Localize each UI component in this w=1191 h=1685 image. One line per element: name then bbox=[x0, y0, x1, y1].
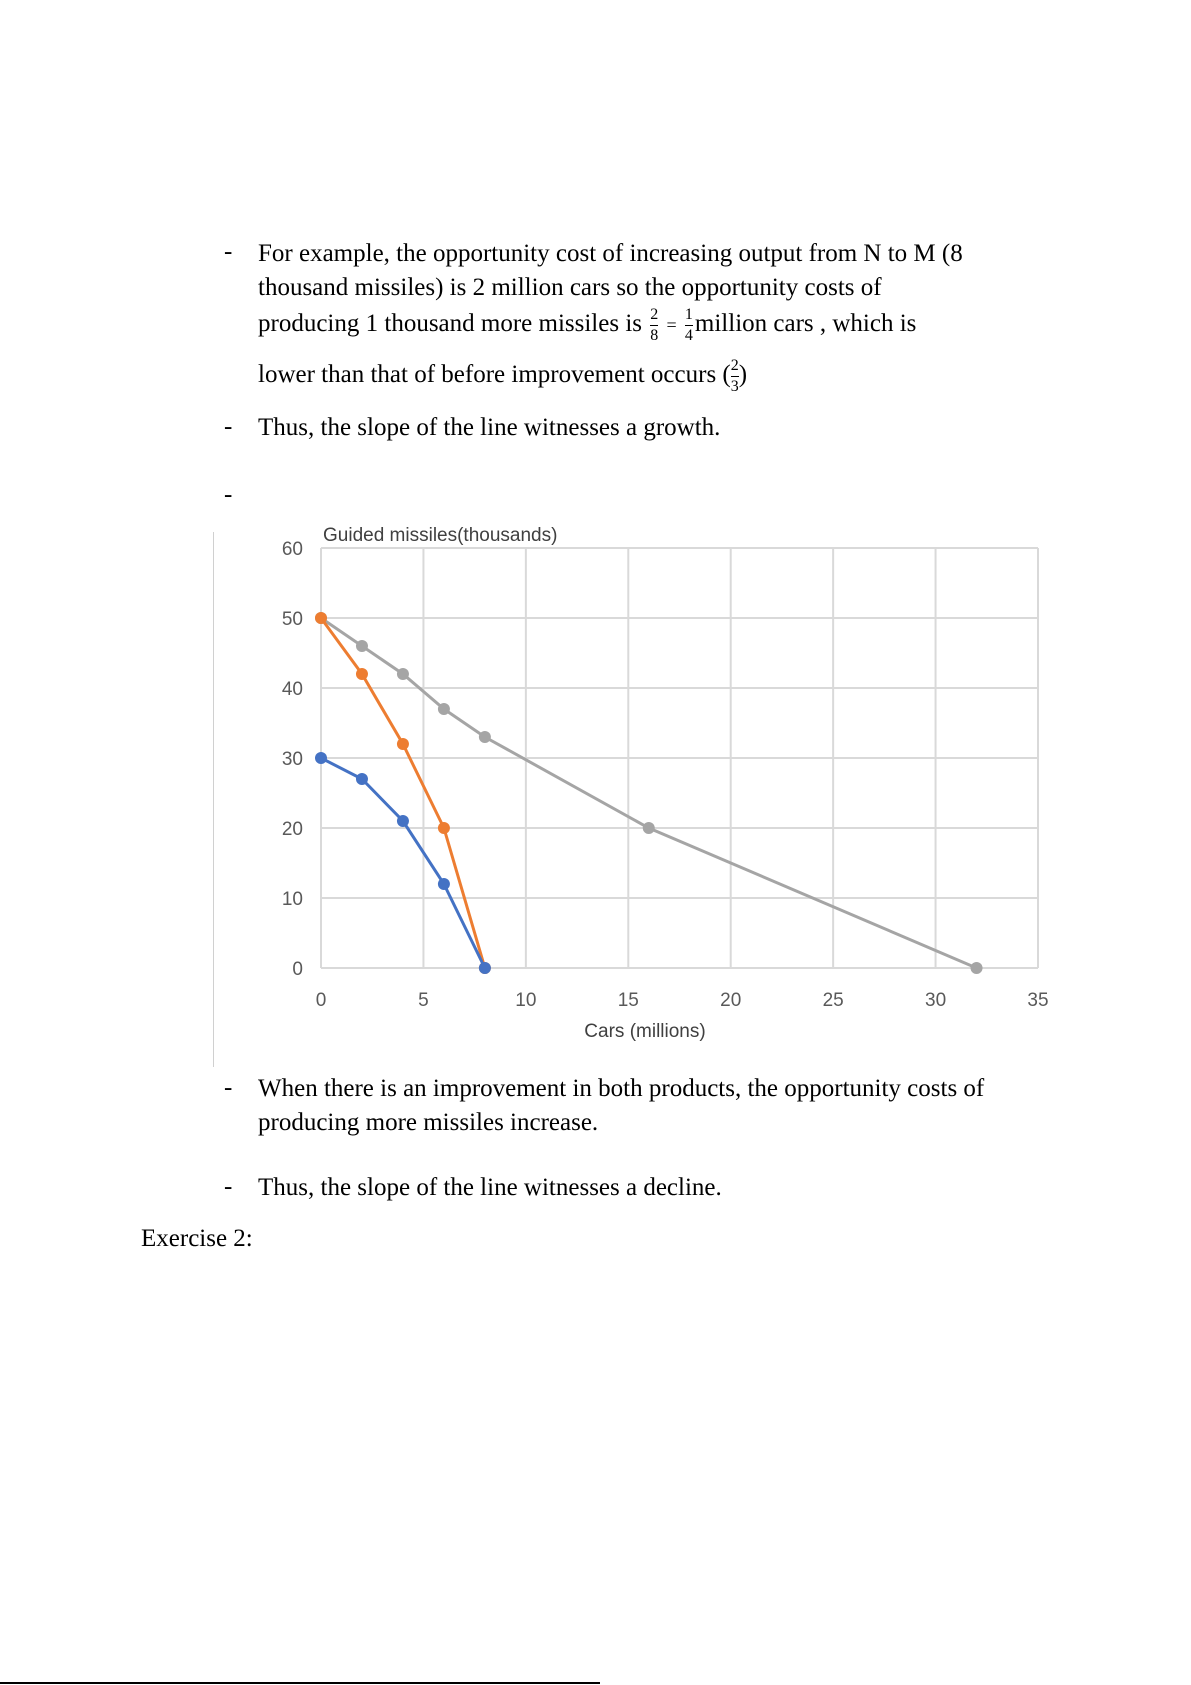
paragraph-line: producing more missiles increase. bbox=[258, 1109, 599, 1136]
numerator: 1 bbox=[684, 306, 693, 323]
y-tick-label: 10 bbox=[281, 889, 303, 910]
data-point-blue bbox=[356, 773, 368, 785]
data-point-orange bbox=[397, 738, 409, 750]
x-tick-label: 10 bbox=[515, 990, 537, 1011]
x-tick-label: 5 bbox=[418, 990, 429, 1011]
paragraph-line: Thus, the slope of the line witnesses a growth. bbox=[258, 414, 721, 441]
y-tick-label: 30 bbox=[281, 749, 303, 770]
data-point-orange bbox=[356, 668, 368, 680]
text: lower than that of before improvement occurs ( bbox=[258, 361, 731, 389]
paragraph-line: thousand missiles) is 2 million cars so the opportunity costs of bbox=[258, 274, 882, 301]
data-point-orange bbox=[315, 612, 327, 624]
text: ) bbox=[738, 361, 748, 389]
paragraph-line: For example, the opportunity cost of increasing output from N to M (8 bbox=[258, 240, 963, 267]
numerator: 2 bbox=[650, 306, 659, 323]
data-point-gray bbox=[356, 640, 368, 652]
data-point-blue bbox=[315, 752, 327, 764]
x-tick-label: 0 bbox=[315, 990, 327, 1011]
data-point-gray bbox=[479, 731, 491, 743]
x-tick-label: 35 bbox=[1027, 990, 1049, 1011]
data-point-gray bbox=[643, 822, 655, 834]
denominator: 8 bbox=[650, 327, 659, 344]
paragraph-line: Thus, the slope of the line witnesses a decline. bbox=[258, 1174, 722, 1201]
x-axis-label: Cars (millions) bbox=[584, 1021, 706, 1042]
x-tick-label: 25 bbox=[822, 990, 844, 1011]
x-tick-label: 30 bbox=[925, 990, 947, 1011]
bullet-dash: - bbox=[224, 481, 233, 508]
x-tick-label: 15 bbox=[617, 990, 639, 1011]
data-point-orange bbox=[438, 822, 450, 834]
bullet-dash: - bbox=[224, 413, 233, 440]
data-point-gray bbox=[438, 703, 450, 715]
y-tick-label: 50 bbox=[281, 609, 303, 630]
bullet-dash: - bbox=[224, 1173, 233, 1200]
y-tick-label: 40 bbox=[281, 679, 303, 700]
series-line-gray bbox=[321, 618, 977, 968]
x-tick-label: 20 bbox=[720, 990, 742, 1011]
data-point-blue bbox=[397, 815, 409, 827]
y-tick-label: 60 bbox=[281, 539, 303, 560]
numerator: 2 bbox=[730, 357, 739, 374]
y-tick-label: 0 bbox=[292, 959, 303, 980]
text: million cars , which is bbox=[694, 310, 917, 338]
series-line-blue bbox=[321, 758, 485, 968]
data-point-blue bbox=[479, 962, 491, 974]
bullet-dash: - bbox=[224, 1074, 233, 1101]
data-point-gray bbox=[397, 668, 409, 680]
y-tick-label: 20 bbox=[281, 819, 303, 840]
page-bottom-rule bbox=[0, 1682, 600, 1684]
paragraph-line: When there is an improvement in both products, the opportunity costs of bbox=[258, 1075, 985, 1102]
text: producing 1 thousand more missiles is bbox=[258, 310, 642, 338]
data-point-gray bbox=[971, 962, 983, 974]
denominator: 3 bbox=[730, 378, 739, 395]
equals-sign: = bbox=[666, 315, 677, 336]
data-point-blue bbox=[438, 878, 450, 890]
denominator: 4 bbox=[684, 327, 693, 344]
exercise-heading: Exercise 2: bbox=[141, 1225, 253, 1252]
bullet-dash: - bbox=[224, 238, 233, 265]
chart-title: Guided missiles(thousands) bbox=[323, 525, 558, 546]
